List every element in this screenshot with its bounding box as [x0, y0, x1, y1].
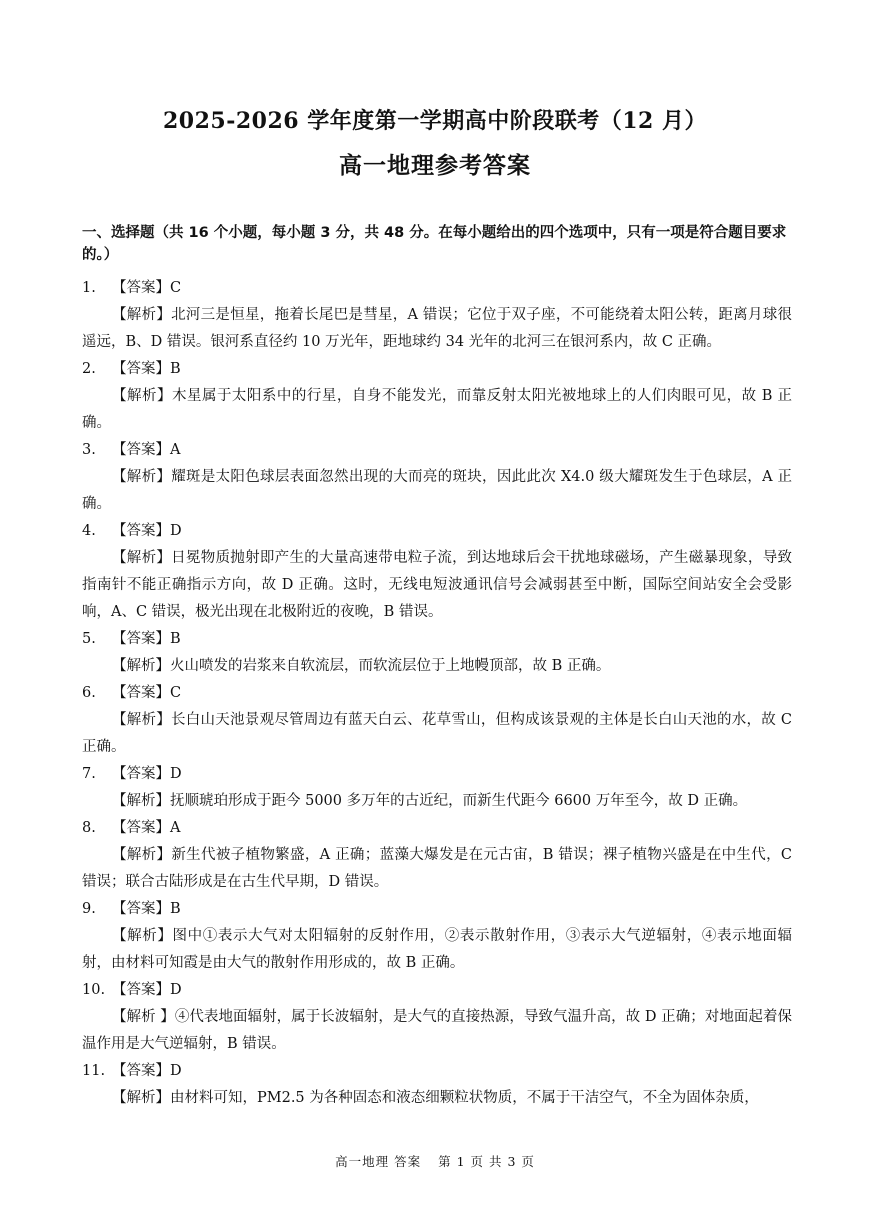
question-item — [82, 275, 792, 356]
question-answer: 【答案】B — [112, 631, 181, 647]
question-analysis: 【解析】耀斑是太阳色球层表面忽然出现的大而亮的斑块，因此此次 X4.0 级大耀斑发生于色球层，A 正确。 — [82, 469, 792, 512]
question-item — [82, 977, 792, 1058]
section-heading: 一、选择题（共 16 个小题，每小题 3 分，共 48 分。在每小题给出的四个选项中，只有一项是符合题目要求的。） — [82, 225, 787, 263]
question-answer: 【答案】B — [112, 901, 181, 917]
question-answer: 【答案】D — [112, 982, 182, 998]
question-item — [82, 761, 792, 815]
document-subtitle: 高一地理参考答案 — [339, 152, 531, 179]
footer-subject: 高一地理 答案 — [335, 1154, 422, 1169]
question-item — [82, 896, 792, 977]
question-item — [82, 815, 792, 896]
question-number: 7. — [82, 766, 96, 782]
question-analysis: 【解析】北河三是恒星，拖着长尾巴是彗星，A 错误；它位于双子座，不可能绕着太阳公转，距离月球很遥远，B、D 错误。银河系直径约 10 万光年，距地球约 34 光年的北河三在银河系内，故 C 正确。 — [82, 307, 792, 350]
question-analysis: 【解析】图中①表示大气对太阳辐射的反射作用，②表示散射作用，③表示大气逆辐射，④表示地面辐射，由材料可知霞是由大气的散射作用形成的，故 B 正确。 — [82, 928, 792, 971]
question-item — [82, 1058, 792, 1112]
question-analysis: 【解析 】④代表地面辐射，属于长波辐射，是大气的直接热源，导致气温升高，故 D 正确；对地面起着保温作用是大气逆辐射，B 错误。 — [82, 1009, 792, 1052]
question-number: 9. — [82, 901, 96, 917]
question-number: 11. — [82, 1063, 106, 1079]
question-number: 5. — [82, 631, 96, 647]
page-footer — [0, 1152, 870, 1170]
question-item — [82, 626, 792, 680]
question-analysis: 【解析】由材料可知，PM2.5 为各种固态和液态细颗粒状物质，不属于干洁空气，不全为固体杂质， — [112, 1090, 759, 1106]
question-number: 4. — [82, 523, 96, 539]
question-number: 8. — [82, 820, 96, 836]
question-answer: 【答案】D — [112, 1063, 182, 1079]
question-item — [82, 356, 792, 437]
question-number: 10. — [82, 982, 106, 998]
question-list — [82, 275, 792, 1112]
question-item — [82, 680, 792, 761]
question-analysis: 【解析】长白山天池景观尽管周边有蓝天白云、花草雪山，但构成该景观的主体是长白山天池的水，故 C 正确。 — [82, 712, 792, 755]
question-number: 2. — [82, 361, 96, 377]
question-number: 3. — [82, 442, 96, 458]
question-analysis: 【解析】日冕物质抛射即产生的大量高速带电粒子流，到达地球后会干扰地球磁场，产生磁暴现象，导致指南针不能正确指示方向，故 D 正确。这时，无线电短波通讯信号会减弱甚至中断，国际空间站安全会受影响，A、C 错误，极光出现在北极附近的夜晚，B 错误。 — [82, 550, 792, 620]
question-answer: 【答案】C — [112, 280, 182, 296]
question-answer: 【答案】A — [112, 442, 181, 458]
question-item — [82, 437, 792, 518]
question-analysis: 【解析】新生代被子植物繁盛，A 正确；蓝藻大爆发是在元古宙，B 错误；裸子植物兴盛是在中生代，C 错误；联合古陆形成是在古生代早期，D 错误。 — [82, 847, 792, 890]
question-answer: 【答案】C — [112, 685, 182, 701]
footer-page-number: 第 1 页 共 3 页 — [438, 1154, 535, 1169]
question-item — [82, 518, 792, 626]
document-title: 2025-2026 学年度第一学期高中阶段联考（12 月） — [162, 108, 708, 134]
question-number: 1. — [82, 280, 96, 296]
question-answer: 【答案】A — [112, 820, 181, 836]
question-number: 6. — [82, 685, 96, 701]
question-analysis: 【解析】抚顺琥珀形成于距今 5000 多万年的古近纪，而新生代距今 6600 万年至今，故 D 正确。 — [112, 793, 748, 809]
question-answer: 【答案】B — [112, 361, 181, 377]
question-analysis: 【解析】木星属于太阳系中的行星，自身不能发光，而靠反射太阳光被地球上的人们肉眼可见，故 B 正确。 — [82, 388, 792, 431]
question-answer: 【答案】D — [112, 523, 182, 539]
question-analysis: 【解析】火山喷发的岩浆来自软流层，而软流层位于上地幔顶部，故 B 正确。 — [112, 658, 611, 674]
question-answer: 【答案】D — [112, 766, 182, 782]
